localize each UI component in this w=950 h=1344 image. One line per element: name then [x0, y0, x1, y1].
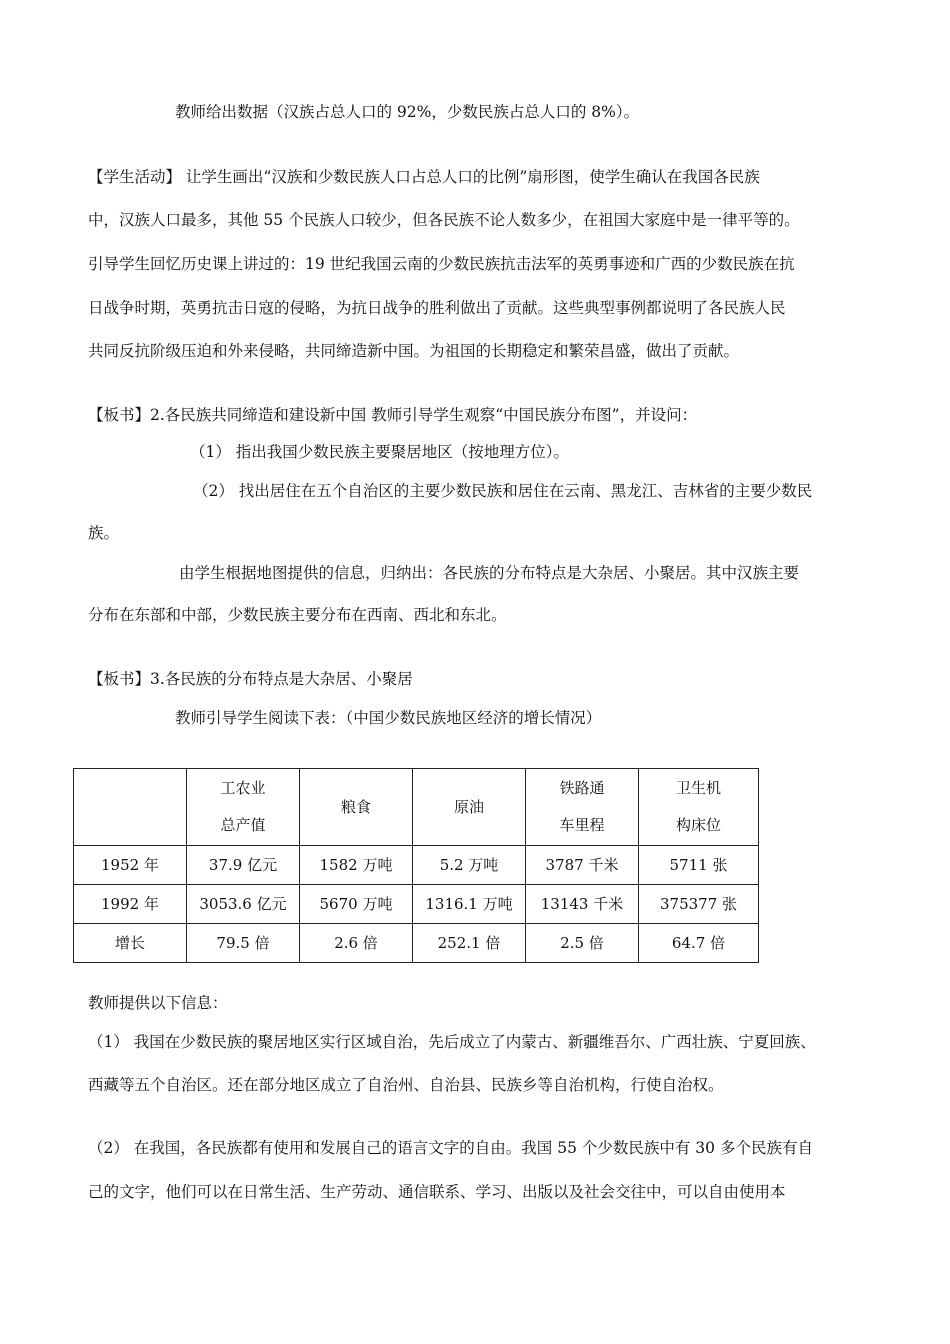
table-row — [74, 885, 759, 924]
table-cell: 13143 千米 — [526, 885, 639, 924]
table-cell: 5711 张 — [639, 846, 759, 885]
table-cell: 37.9 亿元 — [187, 846, 300, 885]
table-header-cell: 卫生机 构床位 — [639, 769, 759, 846]
table-row — [74, 846, 759, 885]
text-line: （2） 找出居住在五个自治区的主要少数民族和居住在云南、黑龙江、吉林省的主要少数民 — [193, 482, 813, 500]
table-cell: 2.5 倍 — [526, 924, 639, 963]
table-cell: 252.1 倍 — [413, 924, 526, 963]
table-cell: 1582 万吨 — [300, 846, 413, 885]
text-line: （1） 我国在少数民族的聚居地区实行区域自治，先后成立了内蒙古、新疆维吾尔、广西壮族、宁夏回族、 — [88, 1033, 816, 1051]
table-header-cell: 粮食 — [300, 769, 413, 846]
text-line: 教师引导学生阅读下表：（中国少数民族地区经济的增长情况） — [175, 709, 602, 727]
text-line: 由学生根据地图提供的信息，归纳出：各民族的分布特点是大杂居、小聚居。其中汉族主要 — [179, 564, 800, 582]
table-header-cell: 铁路通 车里程 — [526, 769, 639, 846]
table-cell: 5670 万吨 — [300, 885, 413, 924]
text-line: 共同反抗阶级压迫和外来侵略，共同缔造新中国。为祖国的长期稳定和繁荣昌盛，做出了贡献。 — [88, 342, 740, 360]
text-line: 西藏等五个自治区。还在部分地区成立了自治州、自治县、民族乡等自治机构，行使自治权。 — [88, 1076, 724, 1094]
text-line: 中，汉族人口最多，其他 55 个民族人口较少，但各民族不论人数多少，在祖国大家庭中是一律平等的。 — [88, 211, 800, 229]
table-cell: 79.5 倍 — [187, 924, 300, 963]
table-cell: 375377 张 — [639, 885, 759, 924]
text-line: （2） 在我国，各民族都有使用和发展自己的语言文字的自由。我国 55 个少数民族中有 30 多个民族有自 — [88, 1139, 813, 1157]
text-line: 教师给出数据（汉族占总人口的 92%，少数民族占总人口的 8%）。 — [175, 103, 640, 121]
table-header-cell: 原油 — [413, 769, 526, 846]
table-cell: 增长 — [74, 924, 187, 963]
text-line: 【学生活动】 让学生画出“汉族和少数民族人口占总人口的比例”扇形图，使学生确认在我国各民族 — [88, 168, 760, 186]
table-cell: 3787 千米 — [526, 846, 639, 885]
text-line: 族。 — [88, 524, 120, 542]
economy-growth-table — [73, 768, 759, 963]
text-line: 教师提供以下信息： — [88, 994, 228, 1012]
text-line: 日战争时期，英勇抗击日寇的侵略，为抗日战争的胜利做出了贡献。这些典型事例都说明了各民族人民 — [88, 299, 786, 317]
table-cell: 3053.6 亿元 — [187, 885, 300, 924]
text-line: （1） 指出我国少数民族主要聚居地区（按地理方位）。 — [190, 443, 570, 461]
table-cell: 5.2 万吨 — [413, 846, 526, 885]
table-cell: 64.7 倍 — [639, 924, 759, 963]
table-header-cell: 工农业 总产值 — [187, 769, 300, 846]
text-line: 分布在东部和中部，少数民族主要分布在西南、西北和东北。 — [88, 606, 507, 624]
text-line: 【板书】3.各民族的分布特点是大杂居、小聚居 — [88, 670, 413, 688]
table-header-row — [74, 769, 759, 846]
table-cell: 1316.1 万吨 — [413, 885, 526, 924]
text-line: 【板书】2.各民族共同缔造和建设新中国 教师引导学生观察“中国民族分布图”，并设问： — [88, 406, 698, 424]
table-cell: 1952 年 — [74, 846, 187, 885]
text-line: 引导学生回忆历史课上讲过的：19 世纪我国云南的少数民族抗击法军的英勇事迹和广西的少数民族在抗 — [88, 255, 795, 273]
table-header-cell — [74, 769, 187, 846]
table-row — [74, 924, 759, 963]
table-cell: 1992 年 — [74, 885, 187, 924]
table-cell: 2.6 倍 — [300, 924, 413, 963]
text-line: 己的文字，他们可以在日常生活、生产劳动、通信联系、学习、出版以及社会交往中，可以自由使用本 — [88, 1183, 786, 1201]
